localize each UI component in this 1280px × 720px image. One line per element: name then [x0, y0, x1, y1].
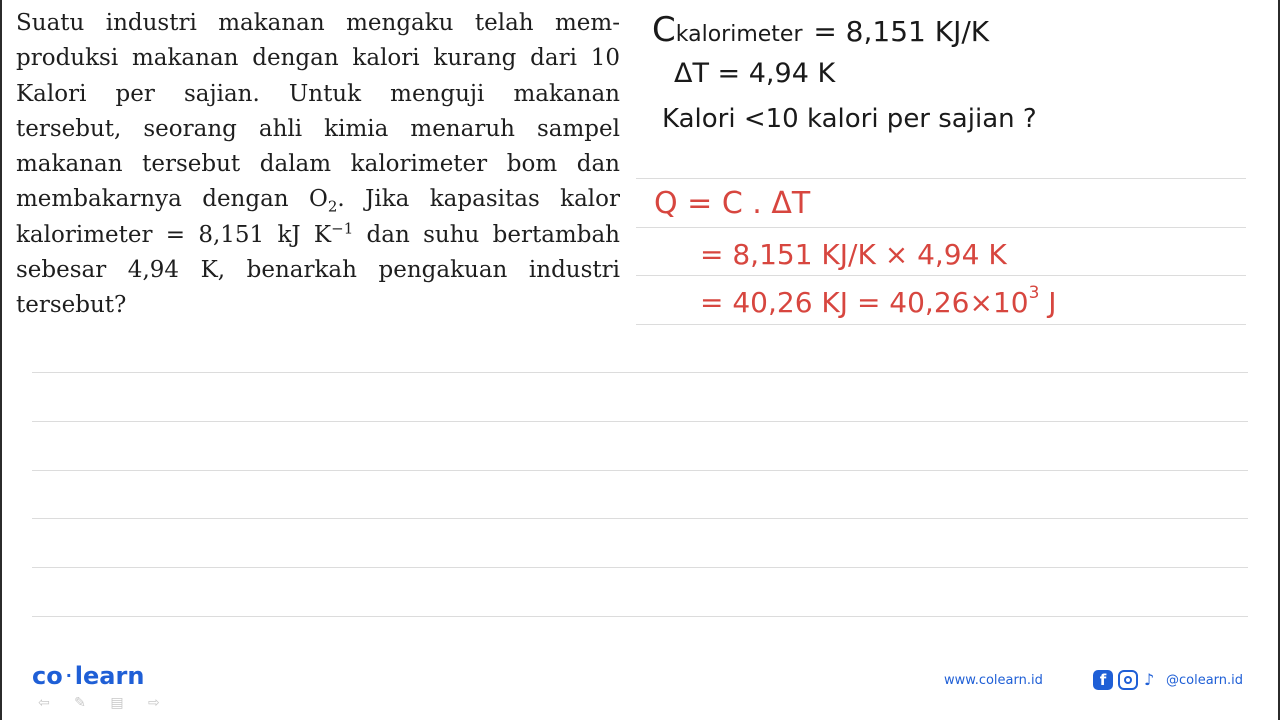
capacity-symbol: C	[652, 10, 676, 50]
instagram-icon[interactable]	[1118, 670, 1138, 690]
drawing-toolbar: ⇦ ✎ ▤ ⇨	[38, 695, 170, 711]
result-text: = 40,26 KJ = 40,26×10	[700, 286, 1029, 319]
question-line: Suatu industri makanan mengaku telah mem-	[16, 10, 620, 36]
ruled-line	[636, 227, 1246, 228]
given-delta-t: ΔT = 4,94 K	[674, 58, 836, 89]
ruled-line	[32, 616, 1248, 617]
website-link[interactable]: www.colearn.id	[944, 673, 1043, 688]
given-capacity	[652, 10, 989, 50]
ruled-line	[32, 421, 1248, 422]
question-line: Kalori per sajian. Untuk menguji makanan	[16, 80, 620, 107]
ruled-line	[32, 372, 1248, 373]
result-exponent: 3	[1028, 283, 1040, 303]
question-line: tersebut?	[16, 292, 127, 319]
capacity-value: = 8,151 KJ/K	[813, 15, 990, 48]
given-question: Kalori <10 kalori per sajian ?	[662, 104, 1037, 134]
question-line: makanan tersebut dalam kalorimeter bom dan	[16, 151, 620, 178]
capacity-subscript: kalorimeter	[675, 22, 803, 47]
ruled-line	[32, 470, 1248, 471]
ruled-line	[636, 275, 1246, 276]
question-text-part: . Jika kapasitas kalor	[337, 186, 620, 213]
question-line	[16, 218, 620, 253]
question-line: tersebut, seorang ahli kimia menaruh sampel	[16, 115, 620, 142]
question-text-part: kalorimeter = 8,151 kJ K	[16, 221, 332, 248]
solution-step-result	[700, 283, 1057, 319]
logo-part: learn	[74, 662, 145, 690]
logo-part: co	[32, 662, 63, 690]
colearn-logo	[32, 662, 144, 690]
question-line: sebesar 4,94 K, benarkah pengakuan industri	[16, 257, 620, 284]
superscript: −1	[331, 219, 354, 238]
ruled-line	[32, 567, 1248, 568]
ruled-line	[32, 518, 1248, 519]
question-line	[16, 182, 620, 217]
result-unit: J	[1039, 286, 1057, 319]
tiktok-icon[interactable]: ♪	[1144, 670, 1155, 689]
question-text	[16, 6, 620, 324]
question-text-part: dan suhu bertambah	[353, 221, 620, 248]
question-text-part: membakarnya dengan O	[16, 186, 328, 213]
solution-step-substitute: = 8,151 KJ/K × 4,94 K	[700, 238, 1007, 271]
logo-dot: ·	[65, 666, 72, 685]
ruled-line	[636, 324, 1246, 325]
social-handle[interactable]: @colearn.id	[1166, 673, 1244, 688]
ruled-line	[636, 178, 1246, 179]
question-line: produksi makanan dengan kalori kurang dari 10	[16, 45, 620, 72]
subscript: 2	[327, 198, 338, 217]
facebook-icon[interactable]: f	[1093, 670, 1113, 690]
solution-step-formula: Q = C . ΔT	[654, 186, 811, 221]
